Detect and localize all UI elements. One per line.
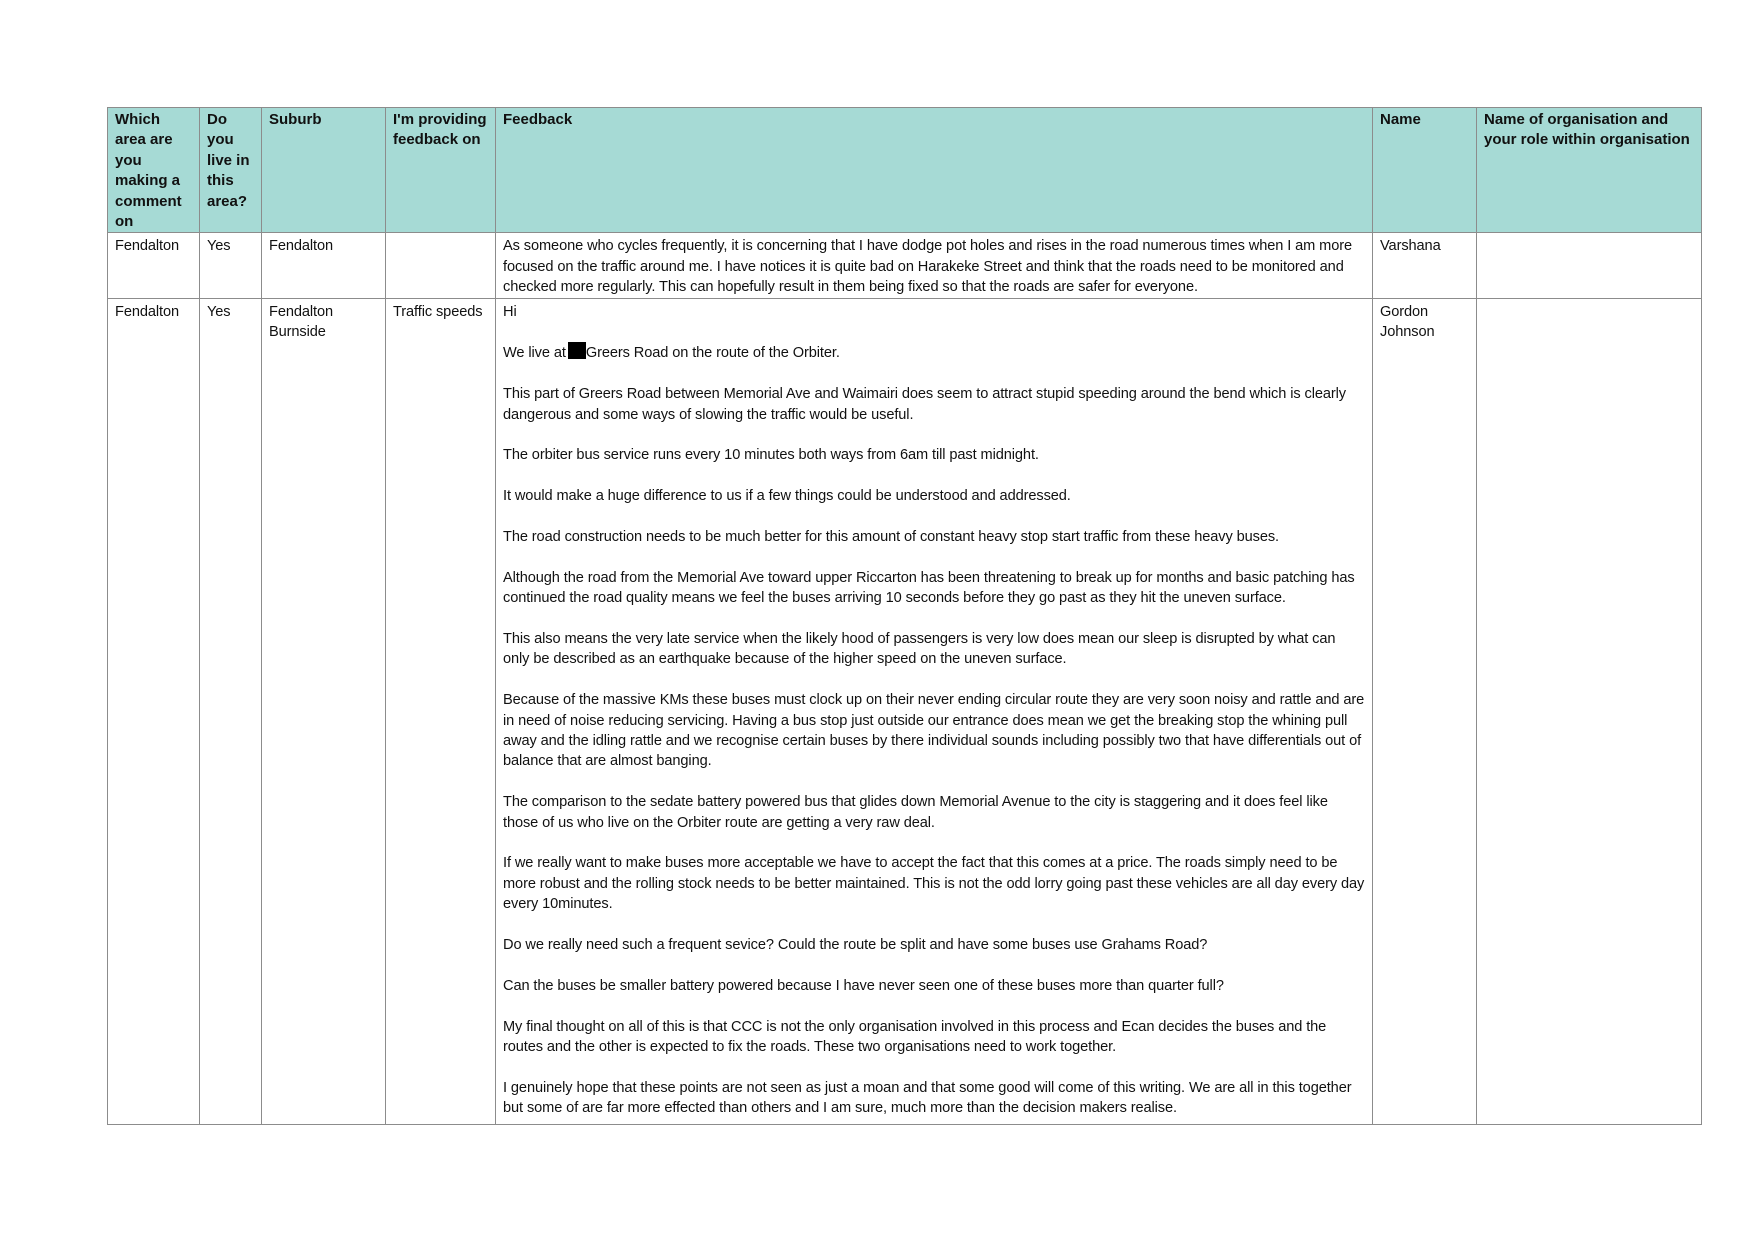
- cell-name: [1373, 298, 1477, 1124]
- cell-live-in-area: Yes: [200, 233, 262, 298]
- name-line: Johnson: [1380, 324, 1435, 341]
- cell-live-in-area: Yes: [200, 298, 262, 1124]
- cell-feedback-topic: Traffic speeds: [386, 298, 496, 1124]
- header-area: Which area are you making a comment on: [108, 108, 200, 233]
- feedback-greeting: Hi: [503, 303, 517, 320]
- cell-name: Varshana: [1373, 233, 1477, 298]
- suburb-line: Fendalton: [269, 303, 334, 320]
- address-text-after: Greers Road on the route of the Orbiter.: [585, 345, 840, 362]
- cell-organisation: [1477, 233, 1702, 298]
- cell-area: Fendalton: [108, 298, 200, 1124]
- feedback-paragraph: The road construction needs to be much better for this amount of constant heavy stop start traffic from these heavy buses.: [503, 529, 1280, 546]
- feedback-paragraph: I genuinely hope that these points are not seen as just a moan and that some good will come of this writing. We are all in this together but some of are far more effected than others and I am sure, much more than the decision makers realise.: [503, 1079, 1352, 1117]
- feedback-paragraph: If we really want to make buses more acceptable we have to accept the fact that this comes at a price. The roads simply need to be more robust and the rolling stock needs to be better maintained. This is not the odd lorry going past these vehicles are all day every day every 10minutes.: [503, 855, 1365, 913]
- header-feedback-topic: I'm providing feedback on: [386, 108, 496, 233]
- feedback-paragraph: Although the road from the Memorial Ave toward upper Riccarton has been threatening to break up for months and basic patching has continued the road quality means we feel the buses arriving 10 seconds before they go past as they hit the uneven surface.: [503, 569, 1355, 607]
- feedback-table: [107, 107, 1702, 1125]
- header-name: Name: [1373, 108, 1477, 233]
- feedback-paragraph: Do we really need such a frequent sevice? Could the route be split and have some buses use Grahams Road?: [503, 937, 1208, 954]
- header-row: [108, 108, 1702, 233]
- redaction-block: [568, 342, 586, 359]
- cell-feedback: As someone who cycles frequently, it is concerning that I have dodge pot holes and rises in the road numerous times when I am more focused on the traffic around me. I have notices it is quite bad on Harakeke Street and think that the roads need to be monitored and checked more regularly. This can hopefully result in them being fixed so that the roads are safer for everyone.: [496, 233, 1373, 298]
- header-feedback: Feedback: [496, 108, 1373, 233]
- feedback-address-paragraph: [503, 342, 1365, 363]
- cell-area: Fendalton: [108, 233, 200, 298]
- cell-suburb: Fendalton: [262, 233, 386, 298]
- feedback-paragraph: Can the buses be smaller battery powered because I have never seen one of these buses more than quarter full?: [503, 977, 1224, 994]
- header-suburb: Suburb: [262, 108, 386, 233]
- feedback-paragraph: The comparison to the sedate battery powered bus that glides down Memorial Avenue to the city is staggering and it does feel like those of us who live on the Orbiter route are getting a very raw deal.: [503, 794, 1328, 831]
- feedback-paragraph: Because of the massive KMs these buses must clock up on their never ending circular route they are very soon noisy and rattle and are in need of noise reducing servicing. Having a bus stop just outside our entrance does mean we get the breaking stop the whining pull away and the idling rattle and we recognise certain buses by there individual sounds including possibly two that have differentials out of balance that are almost banging.: [503, 692, 1365, 770]
- document-page: [107, 107, 1701, 1125]
- cell-feedback-topic: [386, 233, 496, 298]
- feedback-paragraph: This also means the very late service when the likely hood of passengers is very low does mean our sleep is disrupted by what can only be described as an earthquake because of the higher speed on the uneven surface.: [503, 631, 1336, 668]
- name-line: Gordon: [1380, 303, 1429, 320]
- table-row: [108, 298, 1702, 1124]
- feedback-paragraph: It would make a huge difference to us if a few things could be understood and addressed.: [503, 488, 1071, 505]
- feedback-paragraph: The orbiter bus service runs every 10 minutes both ways from 6am till past midnight.: [503, 447, 1039, 464]
- suburb-line: Burnside: [269, 324, 326, 341]
- cell-feedback: [496, 298, 1373, 1124]
- address-text-before: We live at: [503, 345, 566, 362]
- feedback-paragraph: This part of Greers Road between Memorial Ave and Waimairi does seem to attract stupid speeding around the bend which is clearly dangerous and some ways of slowing the traffic would be useful.: [503, 386, 1346, 423]
- cell-organisation: [1477, 298, 1702, 1124]
- feedback-paragraph: My final thought on all of this is that CCC is not the only organisation involved in this process and Ecan decides the buses and the routes and the other is expected to fix the roads. These two organisations need to work together.: [503, 1018, 1327, 1056]
- table-row: [108, 233, 1702, 298]
- cell-suburb: [262, 298, 386, 1124]
- header-organisation: Name of organisation and your role within organisation: [1477, 108, 1702, 233]
- header-live-in-area: Do you live in this area?: [200, 108, 262, 233]
